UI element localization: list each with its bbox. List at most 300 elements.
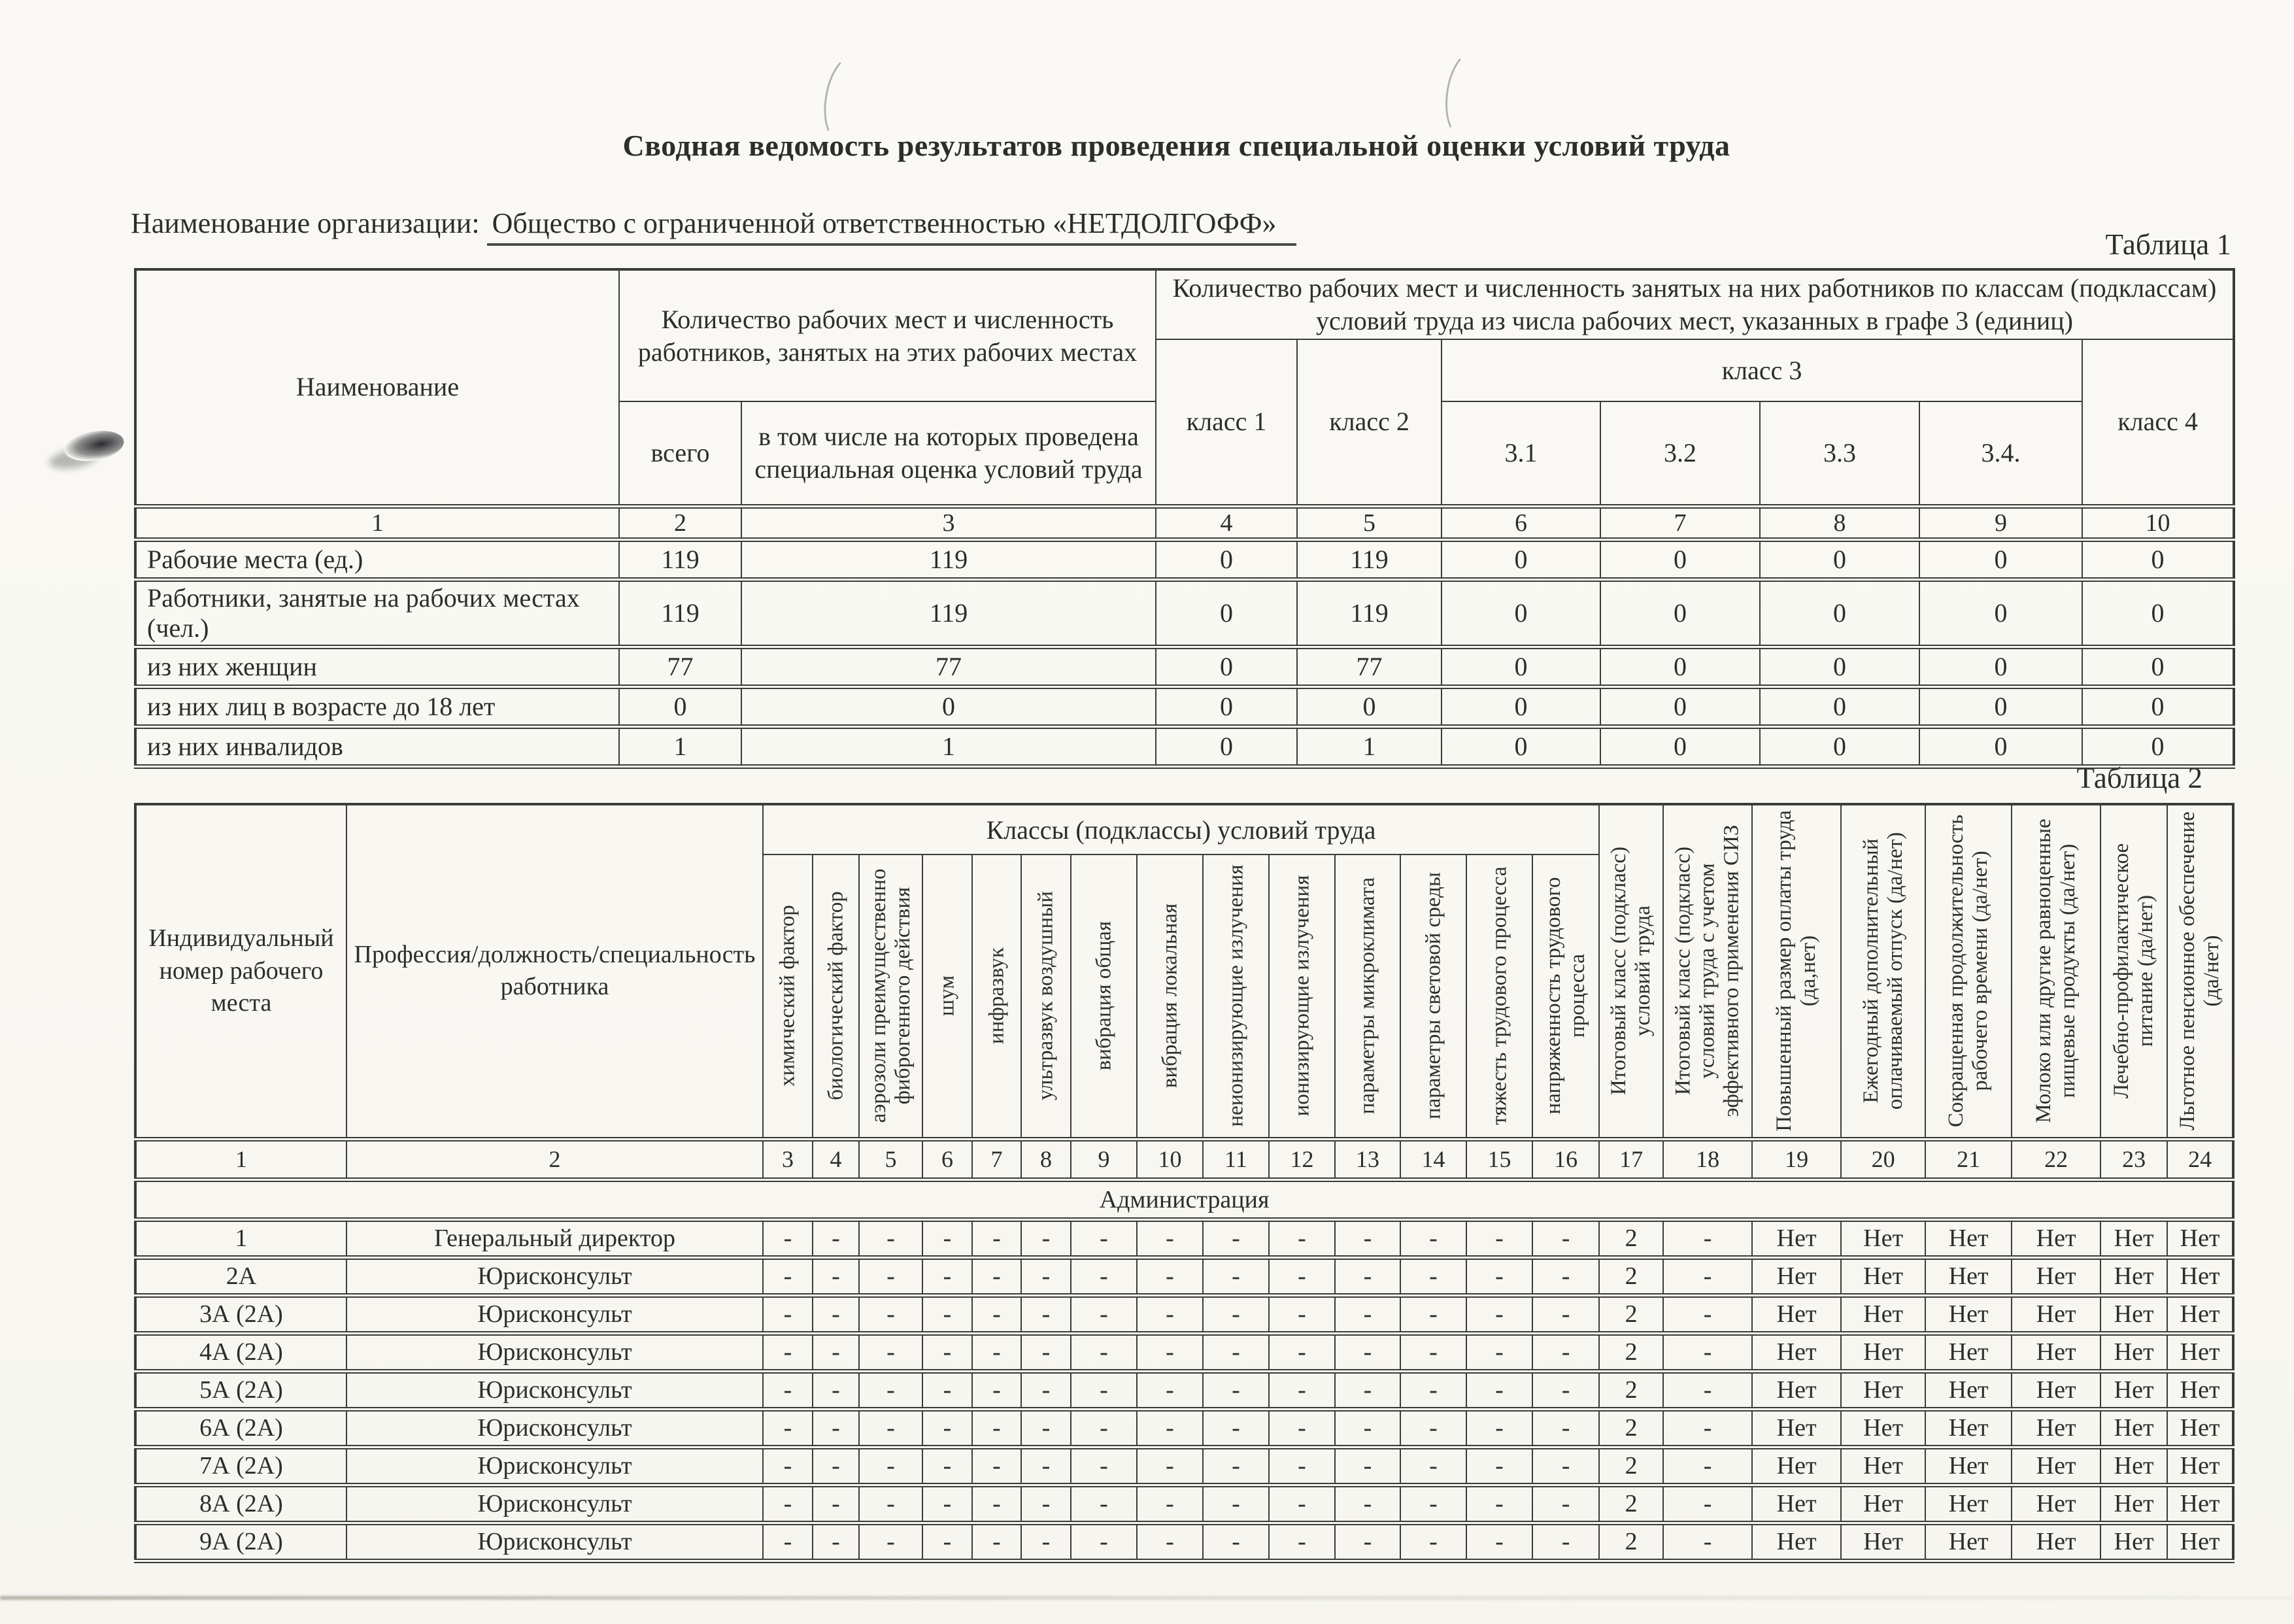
t2-row-cell: -	[972, 1219, 1021, 1257]
t2-row-cell: -	[1335, 1295, 1400, 1333]
organization-line	[131, 207, 1296, 240]
t1-row-value: 0	[1297, 686, 1442, 726]
t1-row-value: 0	[1442, 726, 1600, 766]
t2-row-cell: -	[813, 1409, 859, 1447]
t2-row-cell: -	[1400, 1371, 1466, 1409]
t2-row-cell: 2	[1599, 1447, 1663, 1485]
t1-row-value: 0	[2082, 647, 2234, 686]
t2-row-cell: -	[1532, 1447, 1599, 1485]
t1-header-class2: класс 2	[1297, 339, 1442, 506]
t1-row	[135, 686, 2234, 726]
t2-header-factor-vibration-general: вибрация общая	[1071, 854, 1137, 1139]
t1-row-value: 0	[1919, 539, 2082, 579]
t1-column-number: 7	[1600, 506, 1760, 539]
t2-header-factor-ultrasound: ультразвук воздушный	[1021, 854, 1071, 1139]
t2-row-number: 3А (2А)	[135, 1295, 346, 1333]
t2-row-cell: -	[1137, 1333, 1203, 1371]
summary-table-2	[134, 803, 2235, 1563]
t2-column-number: 6	[922, 1139, 972, 1179]
t2-row-cell: -	[972, 1523, 1021, 1561]
summary-table-1	[134, 268, 2235, 769]
t2-header-workplace-number: Индивидуальный номер рабочего места	[135, 804, 346, 1139]
t2-row-cell: Нет	[1841, 1333, 1925, 1371]
t2-row-cell: Нет	[1752, 1485, 1841, 1523]
organization-label: Наименование организации:	[131, 207, 480, 239]
t2-row-cell: -	[1400, 1257, 1466, 1295]
t1-header-name: Наименование	[135, 269, 619, 506]
t2-row-cell: -	[1203, 1219, 1269, 1257]
t1-row-value: 0	[1442, 579, 1600, 647]
t2-row-number: 5А (2А)	[135, 1371, 346, 1409]
t2-column-number: 4	[813, 1139, 859, 1179]
t1-header-class3-4: 3.4.	[1919, 401, 2082, 506]
t2-row-cell: -	[1021, 1333, 1071, 1371]
t2-row-cell: Нет	[2100, 1485, 2167, 1523]
t1-row-value: 0	[1760, 647, 1919, 686]
organization-name: Общество с ограниченной ответственностью «НЕТДОЛГОФФ»	[487, 207, 1296, 246]
t2-row-cell: -	[1532, 1523, 1599, 1561]
t2-row-cell: -	[1021, 1371, 1071, 1409]
t1-row-value: 0	[1156, 647, 1297, 686]
t2-row-cell: -	[972, 1371, 1021, 1409]
t2-header-factor-ionizing: ионизирующие излучения	[1269, 854, 1335, 1139]
t1-row-value: 0	[741, 686, 1156, 726]
t2-column-number: 7	[972, 1139, 1021, 1179]
t2-row-cell: -	[1532, 1219, 1599, 1257]
t1-header-souts-done: в том числе на которых проведена специальная оценка условий труда	[741, 401, 1156, 506]
t2-row-cell: -	[1071, 1447, 1137, 1485]
t2-row-cell: -	[813, 1257, 859, 1295]
t2-row-cell: -	[1269, 1295, 1335, 1333]
t1-row-value: 0	[1600, 726, 1760, 766]
t2-row-cell: Нет	[1752, 1257, 1841, 1295]
t2-column-number: 14	[1400, 1139, 1466, 1179]
t2-row-cell: -	[813, 1371, 859, 1409]
t2-column-number: 17	[1599, 1139, 1663, 1179]
t2-row-cell: -	[1466, 1371, 1532, 1409]
t2-row-cell: Нет	[1752, 1333, 1841, 1371]
t1-row-value: 0	[2082, 539, 2234, 579]
t2-column-number: 13	[1335, 1139, 1400, 1179]
t2-row-cell: -	[763, 1257, 813, 1295]
t1-column-number: 5	[1297, 506, 1442, 539]
t2-column-number: 20	[1841, 1139, 1925, 1179]
t2-row-number: 2А	[135, 1257, 346, 1295]
t2-row-cell: Нет	[2012, 1219, 2100, 1257]
t1-row-value: 77	[741, 647, 1156, 686]
t2-row-cell: Нет	[2012, 1295, 2100, 1333]
t2-row-cell: -	[813, 1333, 859, 1371]
t2-row-cell: -	[1532, 1295, 1599, 1333]
t1-row-value: 0	[1442, 539, 1600, 579]
t2-row-cell: -	[1335, 1485, 1400, 1523]
t1-column-number: 2	[619, 506, 741, 539]
t2-row-cell: -	[763, 1333, 813, 1371]
t1-row	[135, 726, 2234, 766]
table1-caption: Таблица 1	[2105, 228, 2231, 261]
t2-row-cell: Нет	[2167, 1523, 2233, 1561]
t2-row-cell: -	[1400, 1523, 1466, 1561]
t2-row-cell: -	[1021, 1485, 1071, 1523]
t2-row-cell: -	[1269, 1485, 1335, 1523]
t2-row-cell: -	[1269, 1257, 1335, 1295]
t2-row-cell: 2	[1599, 1523, 1663, 1561]
t2-row-cell: -	[1466, 1219, 1532, 1257]
t1-row-value: 119	[1297, 539, 1442, 579]
t1-row-value: 0	[619, 686, 741, 726]
t2-row-cell: -	[1466, 1523, 1532, 1561]
t2-row-cell: 2	[1599, 1219, 1663, 1257]
t2-row-cell: Нет	[1841, 1219, 1925, 1257]
t1-column-number: 3	[741, 506, 1156, 539]
t2-header-final-class: Итоговый класс (подкласс) условий труда	[1599, 804, 1663, 1139]
t2-row-cell: -	[1203, 1295, 1269, 1333]
t2-header-reduced-hours: Сокращенная продолжительность рабочего времени (да/нет)	[1925, 804, 2012, 1139]
t2-row-cell: 2	[1599, 1409, 1663, 1447]
t2-row-cell: -	[859, 1295, 922, 1333]
t2-row-cell: Нет	[2100, 1523, 2167, 1561]
t2-row-cell: -	[922, 1219, 972, 1257]
t2-row-cell: -	[763, 1219, 813, 1257]
t2-row-cell: -	[1203, 1333, 1269, 1371]
t1-row-label: из них инвалидов	[135, 726, 619, 766]
t1-row-value: 0	[1600, 579, 1760, 647]
t2-row-cell: Нет	[2167, 1485, 2233, 1523]
t2-row-cell: -	[1021, 1295, 1071, 1333]
t2-row-cell: -	[1137, 1523, 1203, 1561]
t2-header-milk-products: Молоко или другие равноценные пищевые продукты (да/нет)	[2012, 804, 2100, 1139]
t2-row-cell: -	[763, 1295, 813, 1333]
t2-row-cell: Нет	[1925, 1295, 2012, 1333]
t1-row-value: 119	[741, 579, 1156, 647]
t2-row-cell: -	[1663, 1485, 1752, 1523]
t2-row-cell: -	[1663, 1523, 1752, 1561]
t2-header-additional-leave: Ежегодный дополнительный оплачиваемый отпуск (да/нет)	[1841, 804, 1925, 1139]
t2-row-cell: Нет	[2012, 1257, 2100, 1295]
document-title: Сводная ведомость результатов проведения специальной оценки условий труда	[622, 129, 1730, 162]
t2-row-cell: Нет	[2167, 1295, 2233, 1333]
t2-header-factor-non-ionizing: неионизирующие излучения	[1203, 854, 1269, 1139]
t2-header-factor-aerosols: аэрозоли преимущественно фиброгенного действия	[859, 854, 922, 1139]
t1-column-number: 10	[2082, 506, 2234, 539]
t2-row-cell: -	[1269, 1219, 1335, 1257]
t2-row-cell: -	[1400, 1295, 1466, 1333]
t1-row-label: из них лиц в возрасте до 18 лет	[135, 686, 619, 726]
t2-column-number: 11	[1203, 1139, 1269, 1179]
t2-row-cell: -	[1335, 1257, 1400, 1295]
t2-row-cell: 2	[1599, 1257, 1663, 1295]
t2-row-cell: -	[763, 1485, 813, 1523]
t1-row-value: 77	[1297, 647, 1442, 686]
t1-row-value: 0	[1442, 686, 1600, 726]
t2-row-cell: -	[1137, 1447, 1203, 1485]
t1-row-value: 0	[1919, 686, 2082, 726]
t2-row-cell: -	[1021, 1447, 1071, 1485]
t2-row-cell: -	[1071, 1257, 1137, 1295]
t2-column-number: 2	[346, 1139, 763, 1179]
t2-row	[135, 1333, 2233, 1371]
t2-row-cell: -	[763, 1523, 813, 1561]
scan-artifact-ink-blot	[62, 426, 126, 465]
t2-row-cell: -	[1071, 1371, 1137, 1409]
t2-row-cell: -	[1663, 1333, 1752, 1371]
t2-row-cell: -	[859, 1333, 922, 1371]
t1-row-value: 0	[1442, 647, 1600, 686]
t1-row-label: из них женщин	[135, 647, 619, 686]
t2-row-cell: -	[1532, 1333, 1599, 1371]
t2-row-cell: Нет	[2100, 1409, 2167, 1447]
t2-row-cell: -	[972, 1333, 1021, 1371]
t1-header-workplaces-group: Количество рабочих мест и численность работников, занятых на этих рабочих местах	[619, 269, 1156, 401]
t2-row-cell: -	[922, 1447, 972, 1485]
t2-row-cell: -	[972, 1447, 1021, 1485]
t2-row-cell: -	[859, 1447, 922, 1485]
t2-row-cell: Нет	[1841, 1523, 1925, 1561]
t2-row-cell: Нет	[1925, 1333, 2012, 1371]
t2-row	[135, 1219, 2233, 1257]
t1-header-total: всего	[619, 401, 741, 506]
t2-row-cell: -	[1203, 1485, 1269, 1523]
t1-row-value: 119	[619, 579, 741, 647]
t2-row-cell: -	[1071, 1409, 1137, 1447]
t2-row-cell: -	[922, 1485, 972, 1523]
t1-row	[135, 579, 2234, 647]
t2-row-cell: -	[763, 1371, 813, 1409]
t2-row-cell: -	[1335, 1333, 1400, 1371]
t2-row-cell: Нет	[1752, 1295, 1841, 1333]
t2-header-final-class-siz: Итоговый класс (подкласс) условий труда с учетом эффективного применения СИЗ	[1663, 804, 1752, 1139]
t1-numbering-row	[135, 506, 2234, 539]
t1-row-value: 0	[1156, 726, 1297, 766]
scan-artifact-curve-right	[1440, 48, 1495, 141]
t2-row-cell: -	[922, 1333, 972, 1371]
t2-row-cell: -	[813, 1523, 859, 1561]
t1-row-value: 0	[1760, 539, 1919, 579]
t2-row-cell: 2	[1599, 1485, 1663, 1523]
t1-row-value: 0	[1919, 647, 2082, 686]
t2-row-cell: -	[763, 1409, 813, 1447]
t2-row-cell: -	[859, 1257, 922, 1295]
t1-row-value: 0	[1919, 726, 2082, 766]
t2-row-cell: Нет	[2100, 1447, 2167, 1485]
t2-row-cell: Нет	[1925, 1409, 2012, 1447]
t2-row-cell: Нет	[1925, 1485, 2012, 1523]
t2-row-cell: -	[922, 1295, 972, 1333]
t2-row-cell: Нет	[2167, 1447, 2233, 1485]
t2-body	[135, 1219, 2233, 1561]
t2-row	[135, 1523, 2233, 1561]
t2-row-profession: Юрисконсульт	[346, 1485, 763, 1523]
scan-artifact-bottom-line	[0, 1596, 2294, 1600]
t2-row-number: 8А (2А)	[135, 1485, 346, 1523]
t2-row-cell: -	[1203, 1409, 1269, 1447]
t2-row-cell: -	[813, 1485, 859, 1523]
t2-row-cell: -	[1663, 1219, 1752, 1257]
t1-row-value: 0	[1760, 686, 1919, 726]
t2-column-number: 18	[1663, 1139, 1752, 1179]
t2-header-factor-biological: биологический фактор	[813, 854, 859, 1139]
t2-row-cell: Нет	[2167, 1409, 2233, 1447]
t1-row-value: 0	[1156, 579, 1297, 647]
t2-row-cell: 2	[1599, 1295, 1663, 1333]
t1-row-value: 77	[619, 647, 741, 686]
t1-row-value: 0	[1760, 726, 1919, 766]
t2-row-cell: -	[1663, 1257, 1752, 1295]
t2-row-cell: -	[1466, 1409, 1532, 1447]
t2-header-increased-pay: Повышенный размер оплаты труда (да,нет)	[1752, 804, 1841, 1139]
t1-column-number: 4	[1156, 506, 1297, 539]
t2-row-cell: -	[813, 1447, 859, 1485]
t2-row-cell: -	[1466, 1257, 1532, 1295]
t2-column-number: 3	[763, 1139, 813, 1179]
t1-row	[135, 647, 2234, 686]
t2-row-cell: -	[859, 1371, 922, 1409]
t2-row-cell: -	[1203, 1447, 1269, 1485]
t2-row-number: 6А (2А)	[135, 1409, 346, 1447]
t2-row-cell: -	[1400, 1485, 1466, 1523]
t2-row-cell: Нет	[1752, 1409, 1841, 1447]
t2-column-number: 23	[2100, 1139, 2167, 1179]
t1-column-number: 9	[1919, 506, 2082, 539]
t2-row-cell: -	[922, 1409, 972, 1447]
t2-row-cell: -	[1137, 1295, 1203, 1333]
t2-row-cell: -	[1137, 1257, 1203, 1295]
t2-row-cell: -	[813, 1295, 859, 1333]
t1-header-class3-1: 3.1	[1442, 401, 1600, 506]
t2-row-cell: Нет	[1841, 1409, 1925, 1447]
t2-row-cell: -	[1532, 1485, 1599, 1523]
t2-row-cell: -	[972, 1295, 1021, 1333]
t1-header-class3-3: 3.3	[1760, 401, 1919, 506]
t2-row-profession: Юрисконсульт	[346, 1333, 763, 1371]
t2-column-number: 19	[1752, 1139, 1841, 1179]
t2-row-cell: Нет	[1925, 1371, 2012, 1409]
t1-row	[135, 539, 2234, 579]
t2-row-cell: -	[972, 1485, 1021, 1523]
t2-row	[135, 1257, 2233, 1295]
t2-row-profession: Юрисконсульт	[346, 1371, 763, 1409]
t2-header-therapeutic-nutrition: Лечебно-профилактическое питание (да/нет)	[2100, 804, 2167, 1139]
t2-column-number: 8	[1021, 1139, 1071, 1179]
t2-row-profession: Юрисконсульт	[346, 1409, 763, 1447]
t2-row-cell: -	[1663, 1447, 1752, 1485]
t2-row-cell: -	[1021, 1409, 1071, 1447]
t2-row-cell: -	[1466, 1333, 1532, 1371]
t2-row-cell: Нет	[1752, 1523, 1841, 1561]
t2-row-cell: -	[922, 1257, 972, 1295]
t2-row	[135, 1371, 2233, 1409]
t2-row-cell: -	[1269, 1371, 1335, 1409]
t2-row-cell: -	[1269, 1409, 1335, 1447]
t1-row-value: 0	[1919, 579, 2082, 647]
t2-row-cell: -	[1466, 1295, 1532, 1333]
t2-header-factor-chemical: химический фактор	[763, 854, 813, 1139]
t2-column-number: 16	[1532, 1139, 1599, 1179]
t2-row-cell: -	[1400, 1447, 1466, 1485]
t2-column-number: 12	[1269, 1139, 1335, 1179]
t2-numbering-row	[135, 1139, 2233, 1179]
t2-row-number: 7А (2А)	[135, 1447, 346, 1485]
t2-row-cell: Нет	[2012, 1523, 2100, 1561]
t2-row-cell: -	[1071, 1219, 1137, 1257]
t2-row-cell: -	[1071, 1333, 1137, 1371]
t2-row-cell: -	[1269, 1523, 1335, 1561]
t2-row-cell: Нет	[1841, 1295, 1925, 1333]
t2-header-preferential-pension: Льготное пенсионное обеспечение (да/нет)	[2167, 804, 2233, 1139]
t2-row-cell: Нет	[2012, 1371, 2100, 1409]
t2-row-cell: -	[1137, 1409, 1203, 1447]
t1-row-value: 119	[741, 539, 1156, 579]
t1-column-number: 1	[135, 506, 619, 539]
t2-header-factor-noise: шум	[922, 854, 972, 1139]
t1-row-value: 0	[1760, 579, 1919, 647]
t2-row-cell: Нет	[2167, 1219, 2233, 1257]
t2-row-cell: -	[1400, 1333, 1466, 1371]
t2-row-cell: -	[1071, 1523, 1137, 1561]
t1-row-value: 119	[619, 539, 741, 579]
t2-row-cell: -	[1335, 1447, 1400, 1485]
t2-row-cell: -	[1203, 1257, 1269, 1295]
t2-header-factor-intensity: напряженность трудового процесса	[1532, 854, 1599, 1139]
t1-row-label: Работники, занятые на рабочих местах (чел.)	[135, 579, 619, 647]
t2-row-cell: -	[972, 1409, 1021, 1447]
t2-row-cell: -	[1335, 1371, 1400, 1409]
t2-column-number: 15	[1466, 1139, 1532, 1179]
t2-row-cell: -	[1532, 1409, 1599, 1447]
t2-row-cell: -	[1071, 1295, 1137, 1333]
table2-caption: Таблица 2	[2076, 762, 2202, 794]
t2-row-cell: -	[763, 1447, 813, 1485]
t2-row-cell: -	[1021, 1257, 1071, 1295]
t2-row-cell: Нет	[2012, 1409, 2100, 1447]
t2-row-cell: -	[859, 1485, 922, 1523]
t2-row-cell: -	[1335, 1523, 1400, 1561]
t2-header-factor-infrasound: инфразвук	[972, 854, 1021, 1139]
t1-header-class3: класс 3	[1442, 339, 2082, 401]
t2-row-cell: Нет	[2167, 1371, 2233, 1409]
t2-row-cell: Нет	[2012, 1485, 2100, 1523]
t2-row-cell: Нет	[2100, 1371, 2167, 1409]
t2-row-cell: -	[859, 1523, 922, 1561]
t1-row-value: 0	[1156, 686, 1297, 726]
t2-column-number: 21	[1925, 1139, 2012, 1179]
t2-row-cell: -	[1663, 1295, 1752, 1333]
t2-row	[135, 1409, 2233, 1447]
t2-row-cell: -	[1203, 1523, 1269, 1561]
t2-row-cell: -	[859, 1219, 922, 1257]
t2-row-cell: Нет	[2100, 1333, 2167, 1371]
t2-header-factor-microclimate: параметры микроклимата	[1335, 854, 1400, 1139]
t2-row-cell: Нет	[1925, 1257, 2012, 1295]
t2-row-number: 9А (2А)	[135, 1523, 346, 1561]
t2-row-cell: -	[1203, 1371, 1269, 1409]
t1-row-value: 1	[741, 726, 1156, 766]
t2-row-cell: -	[1466, 1485, 1532, 1523]
t2-row-cell: -	[1137, 1219, 1203, 1257]
t2-row-cell: -	[1137, 1371, 1203, 1409]
t2-row-profession: Генеральный директор	[346, 1219, 763, 1257]
t2-row-profession: Юрисконсульт	[346, 1295, 763, 1333]
t2-header-factor-severity: тяжесть трудового процесса	[1466, 854, 1532, 1139]
t1-column-number: 6	[1442, 506, 1600, 539]
t2-column-number: 22	[2012, 1139, 2100, 1179]
t2-header-classes-band: Классы (подклассы) условий труда	[763, 804, 1599, 854]
t1-header-classes-group: Количество рабочих мест и численность занятых на них работников по классам (подклассам) условий труда из числа рабочих мест, указанных в графе 3 (единиц)	[1156, 269, 2234, 339]
t2-row	[135, 1447, 2233, 1485]
t2-row-cell: Нет	[1925, 1219, 2012, 1257]
t1-body	[135, 539, 2234, 766]
t2-row	[135, 1295, 2233, 1333]
